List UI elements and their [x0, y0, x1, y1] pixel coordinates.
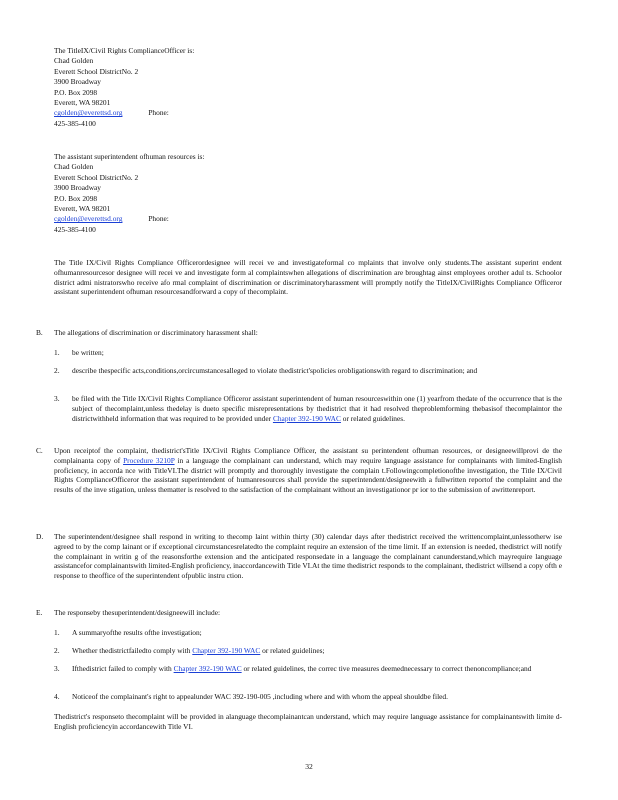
section-letter: E. [36, 608, 43, 617]
contact-email-link[interactable]: cgolden@everettsd.org [54, 214, 123, 224]
item-text-post: or related guidelines, the correc tive measures deemednecessary to correct thenoncompliance;and [241, 664, 532, 673]
list-number: 1. [54, 628, 60, 637]
section-c-post: in a language the complainant can understand, which may require language assistance for complainants with limited-English proficiency, in accorda nce with TitleVI.The district will promptly and thoroughly investigate the complain t.Followingcompletionofthe investigation, the Title IX/Civil Rights ComplianceOfficeror the assistant superintendent of humanresources shall provide the superintendent/designeewith a fullwritten reportof the complaint and the results of the inve stigation, unless thematter is resolved to the satisfaction of the complainant without an investigationor pr ior to the submission of awrittenreport. [54, 455, 562, 495]
intro-paragraph: The Title IX/Civil Rights Compliance Officerordesignee will recei ve and investigateformal co mplaints that involve only students.The assistant superint endent ofhumanresourcesor designee will recei ve and investigate form al complaintswhen allegations of discrimination are broughtag ainst employees orother adul ts. Schoolor district admi nistratorswho receive afo rmal complaint of discrimination or discriminatoryharassment will promptly notify the TitleIX/CivilRights Compliance Officeror assistant superintendent ofhuman resourcesandforward a copy of thecomplaint. [54, 258, 562, 297]
contact-phone: 425-385-4100 [54, 118, 96, 128]
item-text-pre: Ifthedistrict failed to comply with [72, 664, 174, 673]
list-number: 2. [54, 366, 60, 375]
list-item-text: describe thespecific acts,conditions,orcircumstancesalleged to violate thedistrict'spolicies orobligationswith regard to discrimination; and [72, 366, 478, 375]
item-text-pre: be filed with the Title IX/Civil Rights Compliance Officeror assistant superintendent of human resourceswithin one (1) yearfrom thedate of the occurrence that is the subject of thecomplaint,unless thedelay is dueto specific misrepresentations by thedistrict that it had resolved theproblemforming thebasisof thecomplaintor the districtwithheld information that was required to be provided under [72, 394, 562, 423]
contact-email-line [54, 214, 354, 224]
list-number: 3. [54, 664, 60, 673]
contact-street: 3900 Broadway [54, 77, 102, 87]
list-item-text [72, 646, 562, 656]
contact-pobox: P.O. Box 2098 [54, 193, 98, 203]
item-text-post: or related guidelines; [260, 646, 325, 655]
contact-name: Chad Golden [54, 56, 94, 66]
contact-block-assistant-superintendent [54, 152, 354, 235]
section-b-text: The allegations of discrimination or discriminatory harassment shall: [54, 328, 258, 337]
section-c-pre: Upon receiptof the complaint, thedistrict'sTitle IX/Civil Rights Compliance Officer, the assistant su perintendent ofhuman resources, or designeewillprovi de the complainanta copy of [54, 446, 562, 465]
list-item-text: Noticeof the complainant's right to appealunder WAC 392-190-005 ,including where and with whom the appeal shouldbe filed. [72, 692, 448, 701]
contact-district: Everett School DistrictNo. 2 [54, 172, 139, 182]
contact-title: The assistant superintendent ofhuman resources is: [54, 152, 205, 161]
list-item-text: be written; [72, 348, 104, 357]
wac-chapter-link[interactable]: Chapter 392-190 WAC [173, 664, 242, 673]
contact-city: Everett, WA 98201 [54, 204, 111, 214]
section-c-text [54, 446, 562, 495]
section-letter: D. [36, 532, 44, 541]
list-number: 2. [54, 646, 60, 655]
contact-pobox: P.O. Box 2098 [54, 87, 98, 97]
procedure-3210p-link[interactable]: Procedure 3210P [123, 455, 175, 465]
section-letter: C. [36, 446, 43, 455]
list-number: 3. [54, 394, 60, 403]
wac-chapter-link[interactable]: Chapter 392-190 WAC [192, 646, 261, 655]
contact-city: Everett, WA 98201 [54, 98, 111, 108]
section-e-closing: Thedistrict's responseto thecomplaint will be provided in alanguage thecomplainantcan understand, which may require language assistance for complainantswith limite d-English proficiencyin accordancewith Title VI. [54, 712, 562, 731]
list-number: 4. [54, 692, 60, 701]
contact-street: 3900 Broadway [54, 183, 102, 193]
list-number: 1. [54, 348, 60, 357]
wac-chapter-link[interactable]: Chapter 392-190 WAC [272, 413, 341, 423]
item-text-pre: Whether thedistrictfailedto comply with [72, 646, 193, 655]
list-item-text [72, 394, 562, 423]
contact-block-compliance-officer [54, 46, 354, 129]
contact-title: The TitleIX/Civil Rights ComplianceOfficer is: [54, 46, 195, 55]
section-letter: B. [36, 328, 43, 337]
phone-label: Phone: [148, 108, 169, 118]
page-number: 32 [305, 762, 313, 771]
contact-name: Chad Golden [54, 162, 94, 172]
contact-district: Everett School DistrictNo. 2 [54, 66, 139, 76]
list-item-text [72, 664, 562, 674]
list-item-text: A summaryofthe results ofthe investigation; [72, 628, 202, 637]
contact-email-line [54, 108, 354, 118]
item-text-post: or related guidelines. [340, 413, 405, 423]
section-e-text: The responseby thesuperintendent/designeewill include: [54, 608, 221, 617]
section-d-text: The superintendent/designee shall respond in writing to thecomp laint within thirty (30) calendar days after thedistrict received the writtencomplaint,unlessotherw ise agreed to by the comp lainant or if exceptional circumstancesrelatedto the complaint require an extension of the time limit. If an extension is needed, thedistrict will notify the complainant in writin g of the reasonsforthe extension and the anticipated responsedate in a language the complainant canunderstand,which mayrequire language assistancefor complainantswith limited-English proficiency, inaccordancewith Title VI.At the time thedistrict responds to the complainant, thedistrict willsend a copy ofth e response to theoffice of the superintendent ofpublic instru ction. [54, 532, 562, 581]
contact-phone: 425-385-4100 [54, 224, 96, 234]
phone-label: Phone: [148, 214, 169, 224]
contact-email-link[interactable]: cgolden@everettsd.org [54, 108, 123, 118]
